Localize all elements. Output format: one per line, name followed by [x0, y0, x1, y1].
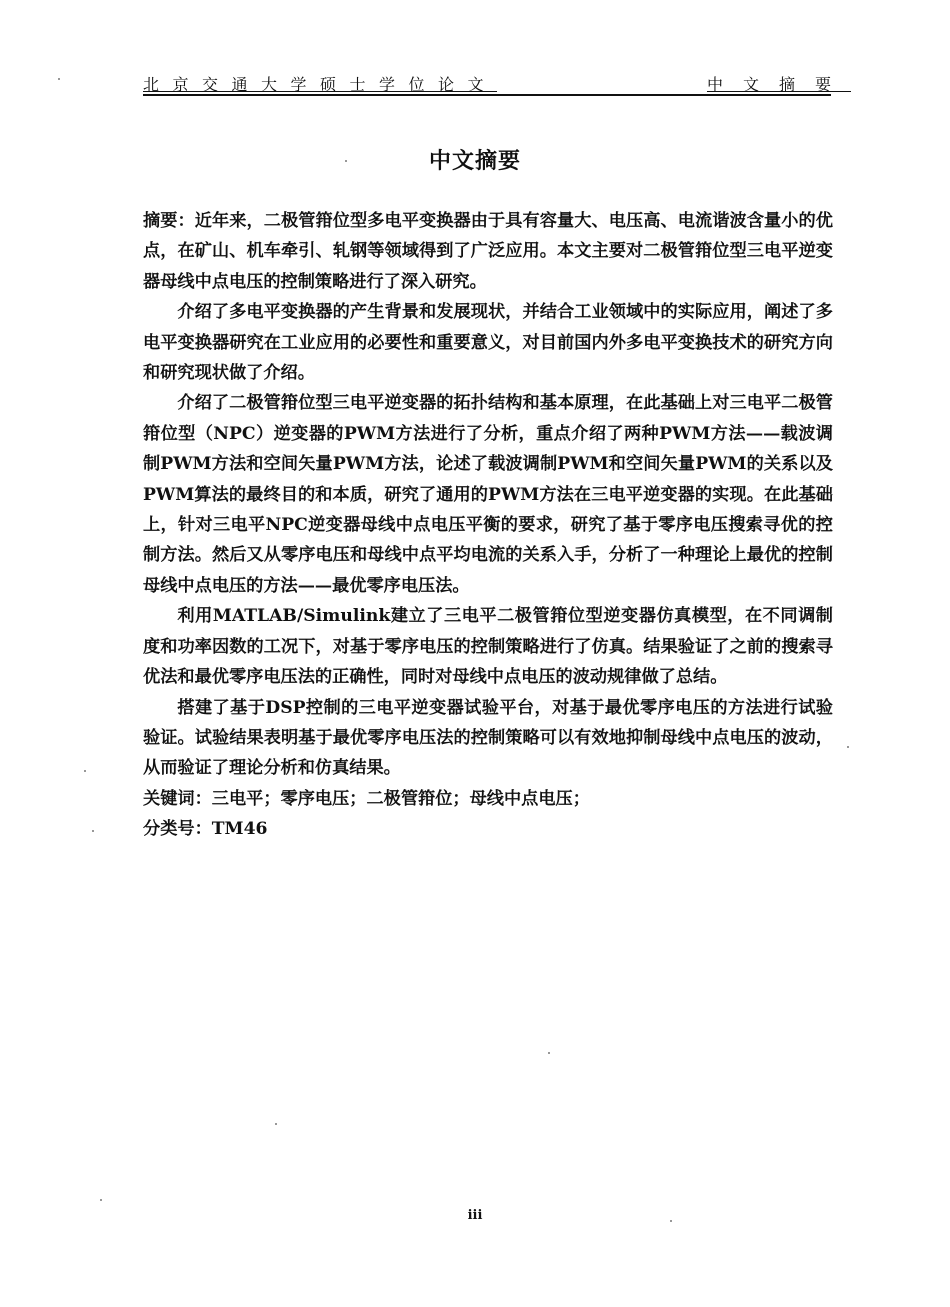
- running-header: [143, 72, 851, 96]
- scan-speck: [548, 1052, 550, 1054]
- page-title: 中文摘要: [428, 149, 521, 174]
- keywords-line: 关键词：三电平；零序电压；二极管箝位；母线中点电压；: [143, 788, 590, 809]
- scan-speck: [275, 1123, 277, 1125]
- abstract-paragraph-1: 介绍了多电平变换器的产生背景和发展现状，并结合工业领域中的实际应用，阐述了多电平变换器研究在工业应用的必要性和重要意义，对目前国内外多电平变换技术的研究方向和研究现状做了介绍。: [143, 302, 833, 384]
- abstract-paragraph-2: 介绍了二极管箝位型三电平逆变器的拓扑结构和基本原理，在此基础上对三电平二极管箝位型（NPC）逆变器的PWM方法进行了分析，重点介绍了两种PWM方法——载波调制PWM方法和空间矢量PWM方法，论述了载波调制PWM和空间矢量PWM的关系以及PWM算法的最终目的和本质，研究了通用的PWM方法在三电平逆变器的实现。在此基础上，针对三电平NPC逆变器母线中点电压平衡的要求，研究了基于零序电压搜索寻优的控制方法。然后又从零序电压和母线中点平均电流的关系入手，分析了一种理论上最优的控制母线中点电压的方法——最优零序电压法。: [143, 393, 833, 596]
- header-thesis-title: 北京交通大学硕士学位论文: [143, 75, 498, 94]
- page-number: iii: [467, 1208, 483, 1223]
- classification-line: 分类号：TM46: [143, 819, 268, 840]
- abstract-body: [143, 206, 833, 845]
- scan-speck: [84, 770, 86, 772]
- scan-speck: [92, 830, 94, 832]
- scan-speck: [345, 160, 347, 162]
- header-section-title: 中文摘要: [706, 75, 851, 94]
- abstract-intro: 摘要：近年来，二极管箝位型多电平变换器由于具有容量大、电压高、电流谐波含量小的优点，在矿山、机车牵引、轧钢等领域得到了广泛应用。本文主要对二极管箝位型三电平逆变器母线中点电压的控制策略进行了深入研究。: [143, 211, 833, 292]
- scan-speck: [670, 1220, 672, 1222]
- scan-speck: [100, 1199, 102, 1201]
- abstract-paragraph-4: 搭建了基于DSP控制的三电平逆变器试验平台，对基于最优零序电压的方法进行试验验证。试验结果表明基于最优零序电压法的控制策略可以有效地抑制母线中点电压的波动，从而验证了理论分析和仿真结果。: [143, 697, 833, 779]
- scan-speck: [847, 746, 849, 748]
- scan-speck: [58, 78, 60, 80]
- abstract-paragraph-3: 利用MATLAB/Simulink建立了三电平二极管箝位型逆变器仿真模型，在不同调制度和功率因数的工况下，对基于零序电压的控制策略进行了仿真。结果验证了之前的搜索寻优法和最优零序电压法的正确性，同时对母线中点电压的波动规律做了总结。: [143, 606, 833, 688]
